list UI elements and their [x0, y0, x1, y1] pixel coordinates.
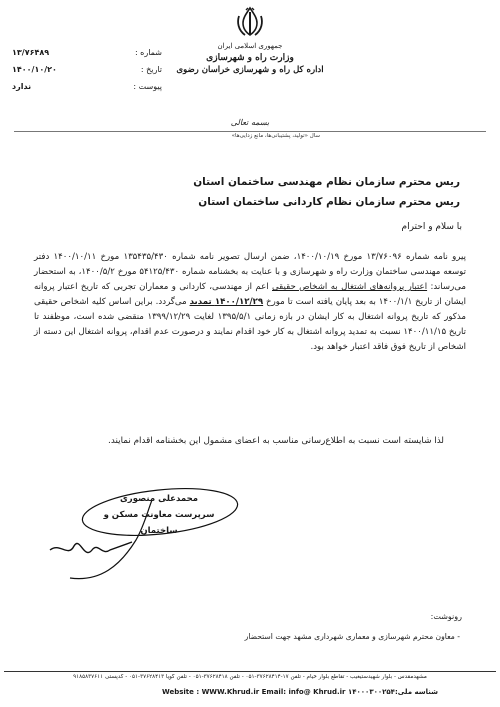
meta-number: شماره : ۱۳/۷۶۴۸۹	[12, 48, 162, 57]
signatory-title: سرپرست معاونت مسکن و ساختمان	[103, 510, 215, 536]
meta-attachment: پیوست : ندارد	[12, 82, 162, 91]
cc-label: رونوشت:	[430, 612, 462, 621]
letter-meta	[12, 44, 162, 95]
iran-emblem-icon	[232, 6, 268, 38]
footer-address: مشهدمقدس - بلوار شهیدستیغیب - تقاطع بلوار خیام - تلفن ۱۷-۳۷۶۲۸۴۱۴-۰۵۱ - تلفن ۳۷۶۲۸۴۱۸-۰۵۱ - تلفن گویا ۳۷۶۲۸۴۱۳-۰۵۱ - کدپستی ۹۱۸۵۸۳۷۶۱۱	[73, 674, 427, 680]
body-part-1: پیرو نامه شماره ۱۳/۷۶۰۹۶ مورخ ۱۴۰۰/۱۰/۱۹، ضمن ارسال تصویر نامه شماره ۱۳۵۴۳۵/۴۳۰ مورخ ۱۴۰۰/۱۰/۱۱ دفتر توسعه مهندسی ساختمان وزارت راه و شهرسازی و با عنایت به بخشنامه شماره ۵۴۱۲۵/۴۳۰ مورخ ۱۴۰۰/۵/۲، به استحضار می‌رساند:	[34, 252, 467, 292]
org-line-ministry: وزارت راه و شهرسازی	[206, 53, 294, 63]
body-part-3: اعم از مهندسی، کاردانی و معماران تجربی که تاریخ اعتبار پروانه ایشان از تاریخ ۱۴۰۰/۱/۱ به بعد پایان یافته است تا مورخ	[34, 282, 466, 307]
signatory	[94, 491, 224, 539]
org-line-country: جمهوری اسلامی ایران	[217, 42, 283, 50]
bismillah: بسمه تعالی	[230, 118, 270, 127]
signatory-name: محمدعلی منصوری	[120, 494, 198, 504]
year-motto: سال «تولید، پشتیبانی‌ها، مانع زدایی‌ها»	[231, 133, 320, 139]
recipient-1: ریس محترم سازمان نظام مهندسی ساختمان استان	[193, 176, 460, 188]
footer-web: Website : WWW.Khrud.ir Email: info@ Khrud.ir شناسه ملی:۱۴۰۰۰۳۰۰۲۵۴	[162, 688, 438, 696]
greeting: با سلام و احترام	[401, 222, 462, 232]
closing-line: لذا شایسته است نسبت به اطلاع‌رسانی مناسب به اعضای مشمول این بخشنامه اقدام نمایند.	[108, 436, 444, 446]
cc-item: - معاون محترم شهرسازی و معماری شهرداری مشهد جهت استحضار	[244, 632, 460, 641]
letter-body	[34, 250, 466, 355]
recipient-2: ریس محترم سازمان نظام کاردانی ساختمان استان	[198, 196, 460, 208]
organization-name	[160, 40, 340, 76]
body-part-5: می‌گردد. براین اساس کلیه اشخاص حقیقی مذکور که تاریخ پروانه اشتغال به کار ایشان در بازه زمانی ۱۳۹۵/۵/۱ لغایت ۱۳۹۹/۱۲/۲۹ منقضی شده است، موظفند تا تاریخ ۱۴۰۰/۱۱/۱۵ نسبت به تمدید پروانه اشتغال به کار خود اقدام نمایند و درصورت عدم اقدام، پروانه اشتغال این دسته از اشخاص از تاریخ فوق فاقد اعتبار خواهد بود.	[34, 297, 466, 352]
header-divider	[14, 131, 486, 132]
meta-date: تاریخ : ۱۴۰۰/۱۰/۲۰	[12, 65, 162, 74]
body-extension-date: ۱۴۰۰/۱۲/۲۹ تمدید	[189, 297, 264, 307]
recipients	[40, 172, 460, 212]
footer-divider	[4, 671, 496, 672]
body-underlined-phrase: اعتبار پروانه‌های اشتغال به اشخاص حقیقی	[272, 282, 428, 292]
org-line-office: اداره کل راه و شهرسازی خراسان رضوی	[176, 65, 324, 75]
